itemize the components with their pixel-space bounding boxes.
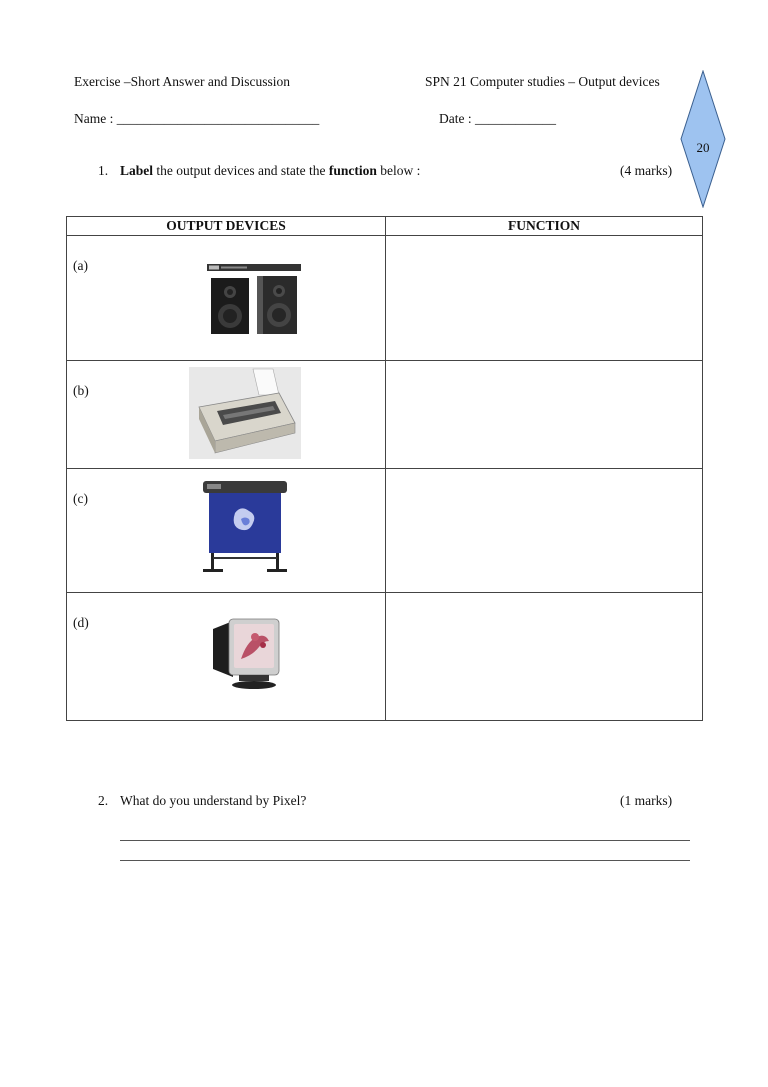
score-value: 20 xyxy=(696,140,710,155)
row-label: (b) xyxy=(73,383,89,398)
function-cell-b[interactable] xyxy=(386,361,703,469)
question-1-text-end: below : xyxy=(376,163,421,178)
course-title: SPN 21 Computer studies – Output devices xyxy=(425,74,660,89)
device-cell-c xyxy=(67,469,386,593)
dot-matrix-printer-image xyxy=(189,367,301,459)
question-2-text: What do you understand by Pixel? xyxy=(120,793,307,808)
col-header-devices: OUTPUT DEVICES xyxy=(67,217,386,236)
question-1-marks: (4 marks) xyxy=(620,163,673,178)
question-1-label-word: Label xyxy=(120,163,154,178)
table-row xyxy=(67,236,703,361)
question-2-marks: (1 marks) xyxy=(620,793,673,808)
function-cell-c[interactable] xyxy=(386,469,703,593)
device-cell-b xyxy=(67,361,386,469)
speakers-image xyxy=(207,264,301,338)
plotter-image xyxy=(199,477,291,573)
table-row xyxy=(67,469,703,593)
table-header-row xyxy=(67,217,703,236)
question-2-number: 2. xyxy=(98,793,109,808)
device-cell-d xyxy=(67,593,386,721)
exercise-title: Exercise –Short Answer and Discussion xyxy=(74,74,290,89)
function-cell-d[interactable] xyxy=(386,593,703,721)
output-devices-table xyxy=(66,216,703,721)
device-cell-a xyxy=(67,236,386,361)
function-cell-a[interactable] xyxy=(386,236,703,361)
question-1-text-mid: the output devices and state the xyxy=(153,163,329,178)
col-header-function: FUNCTION xyxy=(386,217,703,236)
answer-line-1[interactable] xyxy=(120,840,690,841)
table-row xyxy=(67,361,703,469)
score-diamond xyxy=(680,70,726,208)
question-1-function-word: function xyxy=(328,163,377,178)
question-1 xyxy=(98,163,420,179)
row-label: (c) xyxy=(73,491,88,506)
date-field[interactable]: Date : ____________ xyxy=(439,111,556,126)
answer-line-2[interactable] xyxy=(120,860,690,861)
table-row xyxy=(67,593,703,721)
name-field[interactable]: Name : ______________________________ xyxy=(74,111,320,126)
question-2 xyxy=(98,793,306,809)
row-label: (d) xyxy=(73,615,89,630)
question-1-number: 1. xyxy=(98,163,109,178)
row-label: (a) xyxy=(73,258,88,273)
crt-monitor-image xyxy=(211,615,281,691)
